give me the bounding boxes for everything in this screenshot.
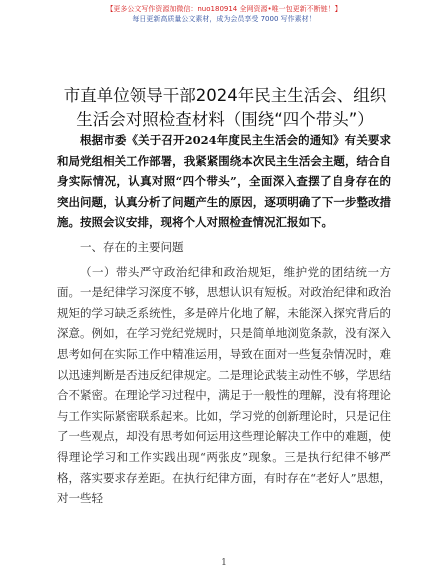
body-paragraph: （一）带头严守政治纪律和政治规矩，维护党的团结统一方面。一是纪律学习深度不够，思想认识有短板。对政治纪律和政治规矩的学习缺乏系统性，多是碎片化地了解，未能深入探究背后的深意。例如，在学习党纪党规时，只是简单地浏览条款，没有深入思考如何在实际工作中精准运用，导致在面对一些复杂情况时，难以迅速判断是否违反纪律规定。二是理论武装主动性不够，学思结合不紧密。在理论学习过程中，满足于一般性的理解，没有将理论与工作实际紧密联系起来。比如，学习党的创新理论时，只是记住了一些观点，却没有思考如何运用这些理论解决工作中的难题，使得理论学习和工作实践出现“两张皮”现象。三是执行纪律不够严格，落实要求存差距。在执行纪律方面，有时存在“老好人”思想，对一些轻 (57, 264, 391, 506)
header-banner (0, 4, 448, 24)
section-heading: 一、存在的主要问题 (80, 239, 184, 254)
document-body (57, 130, 391, 509)
page-number: 1 (221, 558, 227, 568)
banner-line-promo: 每日更新高质量公文素材，成为会员享受 7000 写作素材！ (132, 15, 316, 23)
banner-line-contact: 【更多公文写作资源加微信：nuo180914 全网资源•唯一包更新不断链！】 (106, 5, 342, 13)
intro-paragraph: 根据市委《关于召开2024年度民主生活会的通知》有关要求和局党组相关工作部署，我紧紧围绕本次民主生活会主题，结合自身实际情况，认真对照“四个带头”，全面深入查摆了自身存在的突出问题，认真分析了问题产生的原因，逐项明确了下一步整改措施。按照会议安排，现将个人对照检查情况汇报如下。 (57, 133, 391, 230)
document-title: 市直单位领导干部2024年民主生活会、组织生活会对照检查材料（围绕“四个带头”） (63, 86, 387, 129)
